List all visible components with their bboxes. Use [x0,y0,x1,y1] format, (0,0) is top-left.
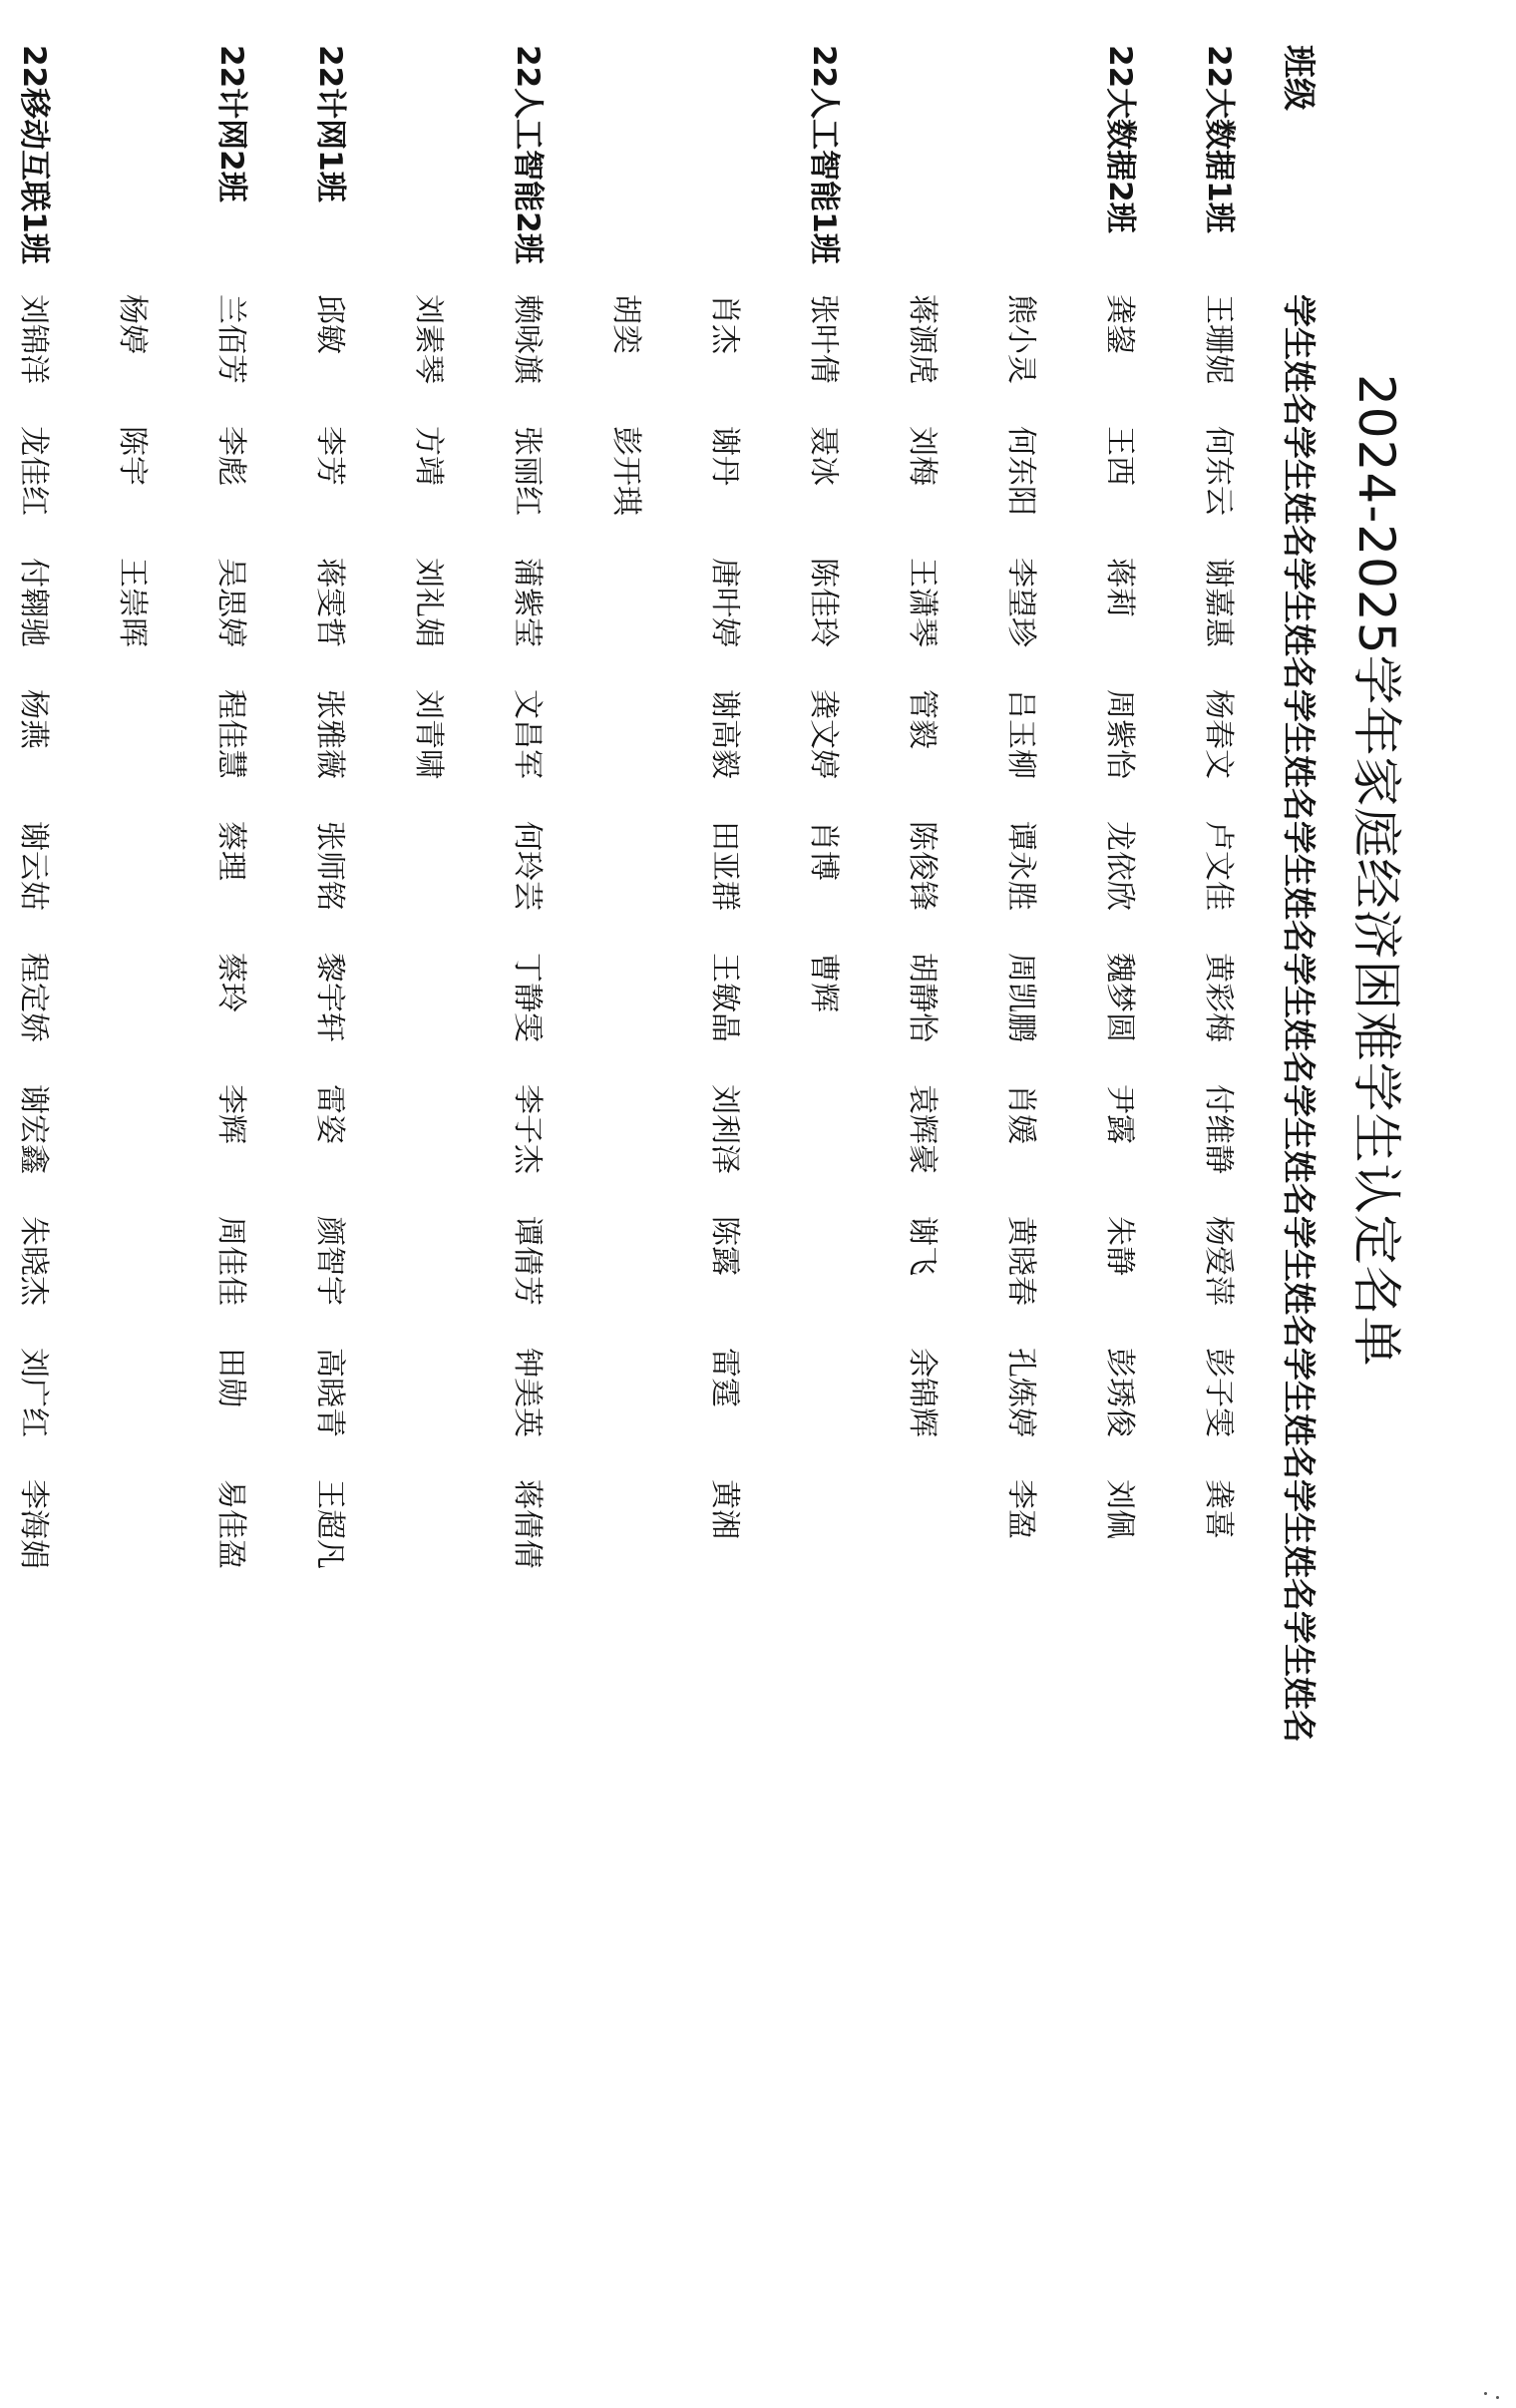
class-name-cell: 22计网2班 [213,45,249,202]
table-row [1173,45,1272,1743]
student-name-cell: 田勋 [213,1348,249,1407]
student-name-cell [580,558,679,689]
student-name-cell: 李芳 [312,426,348,486]
student-name-cell [87,821,186,953]
student-name-cell [580,1611,679,1743]
student-name-cell: 胡静怡 [905,953,941,1042]
student-name-cell: 吴思婷 [213,558,249,647]
table-body [0,45,1272,1743]
student-name-cell: 杨爱萍 [1201,1216,1237,1306]
student-name-cell: 周凯鹏 [1003,953,1039,1042]
student-name-cell: 刘锦洋 [16,294,52,384]
header-student-name: 学生姓名 [1280,1084,1320,1216]
student-name-cell [580,1216,679,1348]
student-name-cell: 王潇琴 [905,558,941,647]
student-name-cell [383,1611,482,1743]
student-name-cell [679,1611,778,1743]
table-row [679,45,778,1743]
student-name-cell: 龚鋆 [1102,294,1138,354]
student-name-cell: 李辉 [213,1084,249,1144]
student-name-cell: 王珊妮 [1201,294,1237,384]
student-name-cell: 唐叶婷 [707,558,743,647]
student-name-cell [580,953,679,1084]
student-name-cell: 肖杰 [707,294,743,354]
student-name-cell: 肖博 [806,821,842,881]
student-name-cell: 彭子雯 [1201,1348,1237,1437]
student-name-cell: 程佳慧 [213,689,249,779]
student-name-cell [975,1611,1074,1743]
header-student-name: 学生姓名 [1280,294,1320,426]
student-name-cell: 钟美英 [510,1348,546,1437]
student-name-cell: 谢高毅 [707,689,743,779]
student-name-cell: 蒋倩倩 [510,1479,546,1569]
student-name-cell: 龙依欣 [1102,821,1138,911]
student-name-cell: 尹露 [1102,1084,1138,1144]
student-name-cell: 魏梦圆 [1102,953,1138,1042]
student-name-cell: 高晓青 [312,1348,348,1437]
student-name-cell: 付维静 [1201,1084,1237,1174]
student-name-cell: 张丽红 [510,426,546,516]
student-name-cell: 谢云姑 [16,821,52,911]
header-student-name: 学生姓名 [1280,426,1320,558]
student-name-cell [877,1611,975,1743]
student-name-cell: 谢飞 [905,1216,941,1276]
student-name-cell: 卢文佳 [1201,821,1237,911]
class-name-cell: 22大数据2班 [1102,45,1138,233]
student-name-cell [87,1084,186,1216]
class-name-cell: 22人工智能1班 [806,45,842,264]
table-header-row [1272,45,1331,1743]
student-name-cell: 谢丹 [707,426,743,486]
student-name-cell: 刘佩 [1102,1479,1138,1539]
student-name-cell: 龚文婷 [806,689,842,779]
student-name-cell: 陈露 [707,1216,743,1276]
student-name-cell: 聂冰 [806,426,842,486]
student-name-cell: 胡奕 [608,294,644,354]
student-name-cell: 付翱驰 [16,558,52,647]
student-name-cell [87,1611,186,1743]
rotated-document [16,45,1411,1820]
student-name-cell: 蒲紫莹 [510,558,546,647]
student-name-cell: 张叶倩 [806,294,842,384]
student-name-cell: 刘素琴 [411,294,447,384]
student-name-cell: 管毅 [905,689,941,749]
class-name-cell: 22人工智能2班 [510,45,546,264]
student-name-cell: 黄湘 [707,1479,743,1539]
class-name-cell [87,45,186,294]
student-name-cell [580,1348,679,1479]
class-name-cell: 22大数据1班 [1201,45,1237,233]
student-name-cell: 周紫怡 [1102,689,1138,779]
student-name-cell: 谭倩芳 [510,1216,546,1306]
student-name-cell: 颜智宇 [312,1216,348,1306]
student-name-cell [580,821,679,953]
table-row [0,45,87,1743]
student-name-cell: 何玲芸 [510,821,546,911]
student-name-cell: 彭琇俊 [1102,1348,1138,1437]
student-name-cell [383,1479,482,1611]
student-name-cell: 李彪 [213,426,249,486]
table-row [186,45,284,1743]
header-student-name: 学生姓名 [1280,953,1320,1084]
student-name-cell: 吕玉柳 [1003,689,1039,779]
student-name-cell [877,1479,975,1611]
student-name-cell: 蔡玲 [213,953,249,1012]
header-student-name: 学生姓名 [1280,1348,1320,1479]
class-name-cell [877,45,975,294]
student-name-cell: 刘梅 [905,426,941,486]
table-row [284,45,383,1743]
student-name-cell [383,1216,482,1348]
student-name-cell: 刘礼娟 [411,558,447,647]
table-row [877,45,975,1743]
student-name-cell: 李子杰 [510,1084,546,1174]
student-name-cell [580,1084,679,1216]
student-name-cell: 丁静雯 [510,953,546,1042]
student-name-cell: 黎宇轩 [312,953,348,1042]
student-name-cell: 王西 [1102,426,1138,486]
student-name-cell [87,1348,186,1479]
student-name-cell [383,821,482,953]
student-name-cell: 谢嘉惠 [1201,558,1237,647]
student-name-cell [1074,1611,1173,1743]
header-student-name: 学生姓名 [1280,1611,1320,1743]
student-name-cell: 袁辉豪 [905,1084,941,1174]
student-name-cell: 文昌军 [510,689,546,779]
student-name-cell: 黄晓春 [1003,1216,1039,1306]
document-title: 2024-2025学年家庭经济困难学生认定名单 [1347,374,1405,1368]
student-name-cell [284,1611,383,1743]
student-name-cell [383,1084,482,1216]
student-name-cell [0,1611,87,1743]
student-name-cell: 朱静 [1102,1216,1138,1276]
student-name-cell: 雷霆 [707,1348,743,1407]
student-name-cell: 邱敏 [312,294,348,354]
student-name-cell: 赖咏旗 [510,294,546,384]
student-name-cell: 龚喜 [1201,1479,1237,1539]
class-name-cell: 22计网1班 [312,45,348,202]
scan-speck [1496,2396,1499,2399]
table-row [580,45,679,1743]
student-name-cell: 王敏晶 [707,953,743,1042]
student-name-cell: 陈佳玲 [806,558,842,647]
student-name-cell: 雷姿 [312,1084,348,1144]
student-name-cell: 蔡理 [213,821,249,881]
student-name-cell: 熊小灵 [1003,294,1039,384]
header-class: 班级 [1280,45,1320,111]
student-name-cell [186,1611,284,1743]
student-list-table [0,45,1331,1743]
header-student-name: 学生姓名 [1280,821,1320,953]
student-name-cell: 刘广红 [16,1348,52,1437]
student-name-cell: 易佳盈 [213,1479,249,1569]
student-name-cell: 彭开琪 [608,426,644,516]
student-name-cell: 刘利泽 [707,1084,743,1174]
student-name-cell [87,1216,186,1348]
student-name-cell: 王崇晖 [115,558,151,647]
table-row [383,45,482,1743]
class-name-cell: 22移动互联1班 [16,45,52,264]
student-name-cell: 何东阳 [1003,426,1039,516]
student-name-cell: 田亚群 [707,821,743,911]
student-name-cell: 陈宇 [115,426,151,486]
student-name-cell [87,953,186,1084]
student-name-cell [482,1611,580,1743]
header-student-name: 学生姓名 [1280,558,1320,689]
student-name-cell: 张师铭 [312,821,348,911]
header-student-name: 学生姓名 [1280,1479,1320,1611]
student-name-cell [383,953,482,1084]
student-name-cell: 黄彩梅 [1201,953,1237,1042]
student-name-cell: 杨春文 [1201,689,1237,779]
student-name-cell: 蒋雯哲 [312,558,348,647]
student-name-cell [383,1348,482,1479]
class-name-cell [975,45,1074,294]
student-name-cell: 曹辉 [806,953,842,1012]
header-student-name: 学生姓名 [1280,689,1320,821]
header-student-name: 学生姓名 [1280,1216,1320,1348]
student-name-cell: 王超凡 [312,1479,348,1569]
student-name-cell: 杨婷 [115,294,151,354]
table-row [482,45,580,1743]
student-name-cell [1173,1611,1272,1743]
scan-speck [1484,2392,1487,2395]
student-name-cell: 周佳佳 [213,1216,249,1306]
student-name-cell [778,1479,877,1611]
student-name-cell: 李望珍 [1003,558,1039,647]
student-name-cell: 余锦辉 [905,1348,941,1437]
student-name-cell [87,689,186,821]
student-name-cell: 李盈 [1003,1479,1039,1539]
student-name-cell: 张雅薇 [312,689,348,779]
student-name-cell [778,1611,877,1743]
student-name-cell [778,1084,877,1216]
student-name-cell: 谭永胜 [1003,821,1039,911]
student-name-cell: 朱晓杰 [16,1216,52,1306]
student-name-cell: 陈俊锋 [905,821,941,911]
student-name-cell [580,689,679,821]
student-name-cell [778,1348,877,1479]
student-name-cell: 蒋源虎 [905,294,941,384]
table-row [778,45,877,1743]
student-name-cell: 龙佳红 [16,426,52,516]
table-row [87,45,186,1743]
class-name-cell [580,45,679,294]
student-name-cell: 兰佰芳 [213,294,249,384]
student-name-cell: 孔炼婷 [1003,1348,1039,1437]
student-name-cell: 方靖 [411,426,447,486]
table-row [1074,45,1173,1743]
student-name-cell: 程定娇 [16,953,52,1042]
student-name-cell [778,1216,877,1348]
student-name-cell [87,1479,186,1611]
student-name-cell [580,1479,679,1611]
student-name-cell: 肖媛 [1003,1084,1039,1144]
class-name-cell [679,45,778,294]
student-name-cell: 谢宏鑫 [16,1084,52,1174]
student-name-cell: 何东云 [1201,426,1237,516]
student-name-cell: 刘青啸 [411,689,447,779]
student-name-cell: 蒋莉 [1102,558,1138,617]
table-row [975,45,1074,1743]
class-name-cell [383,45,482,294]
student-name-cell: 李海娟 [16,1479,52,1569]
student-name-cell: 杨燕 [16,689,52,749]
